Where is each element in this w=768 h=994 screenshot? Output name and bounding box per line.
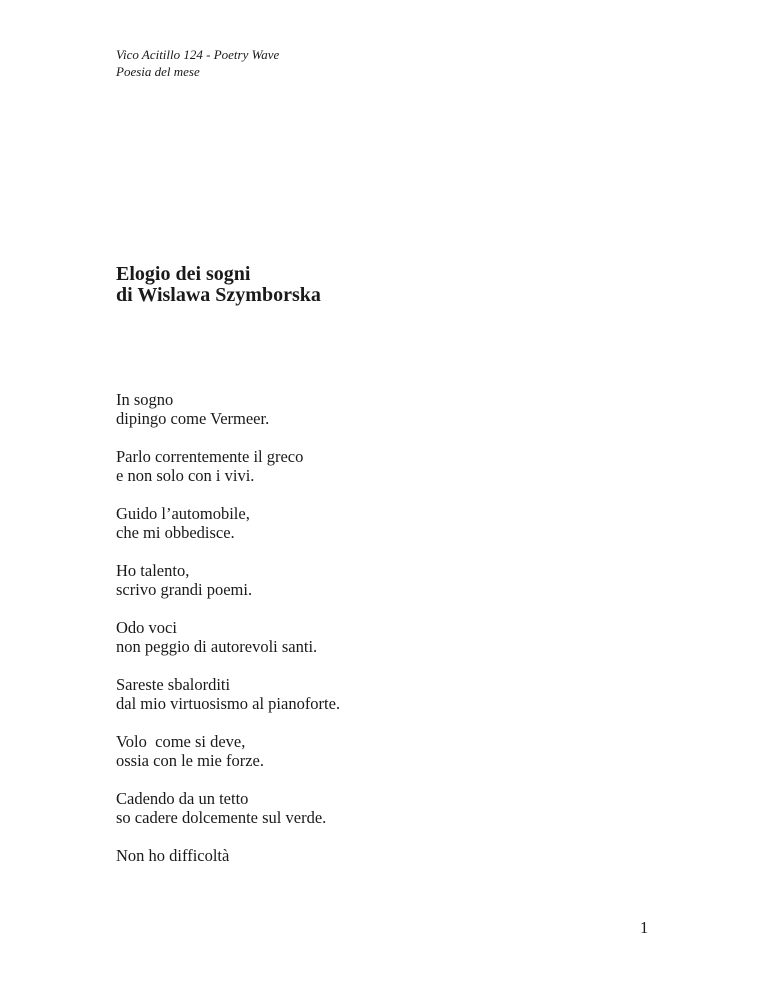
poem-line: e non solo con i vivi. (116, 466, 255, 485)
stanza (116, 846, 340, 865)
stanza (116, 447, 340, 485)
header-section: Poesia del mese (116, 64, 200, 79)
stanza (116, 675, 340, 713)
poem-line: Ho talento, (116, 561, 190, 580)
poem-title-block (116, 264, 321, 306)
poem-body (116, 390, 340, 884)
stanza (116, 789, 340, 827)
poem-line: dipingo come Vermeer. (116, 409, 270, 428)
poem-line: ossia con le mie forze. (116, 751, 264, 770)
poem-line: Odo voci (116, 618, 177, 637)
poem-line: Parlo correntemente il greco (116, 447, 304, 466)
poem-line: non peggio di autorevoli santi. (116, 637, 318, 656)
poem-line: Cadendo da un tetto (116, 789, 249, 808)
poem-line: so cadere dolcemente sul verde. (116, 808, 327, 827)
poem-title: Elogio dei sogni (116, 263, 251, 285)
poem-line: Non ho difficoltà (116, 846, 230, 865)
stanza (116, 504, 340, 542)
poem-line: Sareste sbalorditi (116, 675, 231, 694)
stanza (116, 390, 340, 428)
poem-line: Volo come si deve, (116, 732, 246, 751)
poem-author: di Wislawa Szymborska (116, 284, 321, 306)
header-source: Vico Acitillo 124 - Poetry Wave (116, 47, 280, 62)
poem-line: In sogno (116, 390, 174, 409)
stanza (116, 732, 340, 770)
poem-line: Guido l’automobile, (116, 504, 250, 523)
page-header (116, 46, 279, 80)
poem-line: scrivo grandi poemi. (116, 580, 253, 599)
page-number: 1 (640, 918, 649, 937)
poem-line: dal mio virtuosismo al pianoforte. (116, 694, 341, 713)
poem-line: che mi obbedisce. (116, 523, 235, 542)
stanza (116, 561, 340, 599)
stanza (116, 618, 340, 656)
